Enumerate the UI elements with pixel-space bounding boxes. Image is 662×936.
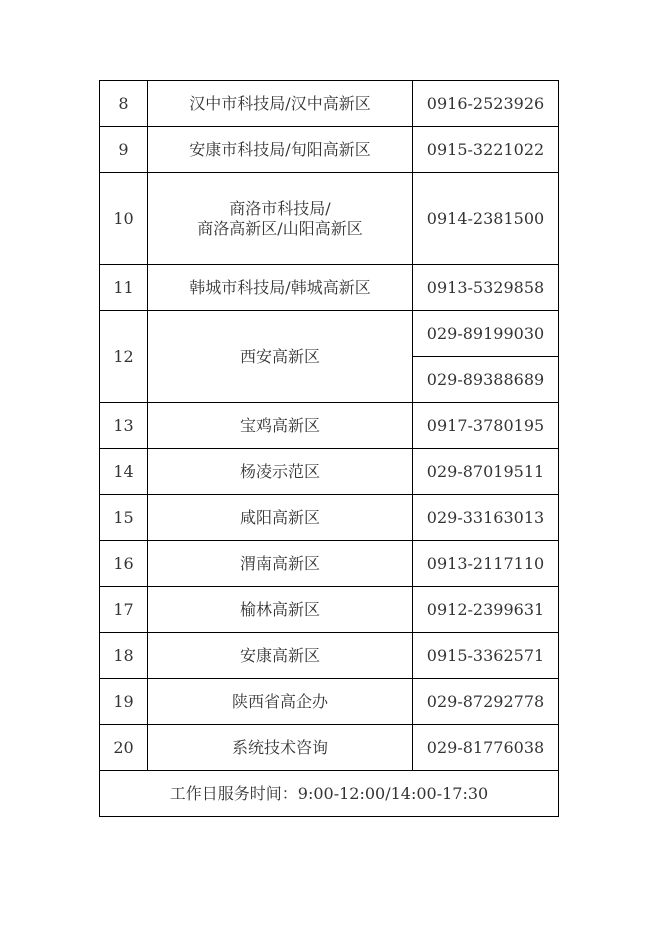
phone-number: 0914-2381500: [413, 173, 559, 265]
phone-number: 029-81776038: [413, 725, 559, 771]
table-row: [100, 449, 559, 495]
phone-number: 029-33163013: [413, 495, 559, 541]
phone-number: 029-87019511: [413, 449, 559, 495]
phone-number: 029-87292778: [413, 679, 559, 725]
phone-number: 0915-3362571: [413, 633, 559, 679]
row-number: 17: [100, 587, 148, 633]
row-number: 10: [100, 173, 148, 265]
service-hours: 工作日服务时间：9:00-12:00/14:00-17:30: [100, 771, 559, 817]
row-number: 20: [100, 725, 148, 771]
row-number: 9: [100, 127, 148, 173]
organization-name: 咸阳高新区: [148, 495, 413, 541]
table-row: [100, 127, 559, 173]
organization-name: 汉中市科技局/汉中高新区: [148, 81, 413, 127]
phone-number: 0916-2523926: [413, 81, 559, 127]
table-row: [100, 541, 559, 587]
organization-name: 系统技术咨询: [148, 725, 413, 771]
table-row: [100, 81, 559, 127]
row-number: 12: [100, 311, 148, 403]
organization-name: 杨凌示范区: [148, 449, 413, 495]
phone-number: 029-89388689: [413, 357, 559, 403]
row-number: 14: [100, 449, 148, 495]
phone-number: 029-89199030: [413, 311, 559, 357]
organization-name: [148, 173, 413, 265]
row-number: 19: [100, 679, 148, 725]
organization-name: 渭南高新区: [148, 541, 413, 587]
phone-number: 0912-2399631: [413, 587, 559, 633]
row-number: 18: [100, 633, 148, 679]
row-number: 15: [100, 495, 148, 541]
table-row: [100, 587, 559, 633]
organization-name-line-1: 商洛市科技局/: [229, 198, 331, 218]
organization-name: 榆林高新区: [148, 587, 413, 633]
phone-number: 0917-3780195: [413, 403, 559, 449]
phone-number: 0913-2117110: [413, 541, 559, 587]
table-footer-row: [100, 771, 559, 817]
row-number: 8: [100, 81, 148, 127]
table-row: [100, 495, 559, 541]
table-row: [100, 403, 559, 449]
phone-number: 0915-3221022: [413, 127, 559, 173]
organization-name: 陕西省高企办: [148, 679, 413, 725]
organization-name: 安康市科技局/旬阳高新区: [148, 127, 413, 173]
organization-name: 安康高新区: [148, 633, 413, 679]
phone-number: 0913-5329858: [413, 265, 559, 311]
row-number: 11: [100, 265, 148, 311]
table-row: [100, 173, 559, 265]
row-number: 13: [100, 403, 148, 449]
table-row: [100, 633, 559, 679]
organization-name: 韩城市科技局/韩城高新区: [148, 265, 413, 311]
table-row: [100, 311, 559, 357]
row-number: 16: [100, 541, 148, 587]
table-row: [100, 679, 559, 725]
organization-name: 宝鸡高新区: [148, 403, 413, 449]
organization-name-line-2: 商洛高新区/山阳高新区: [197, 218, 363, 238]
table-row: [100, 725, 559, 771]
organization-name: 西安高新区: [148, 311, 413, 403]
table-row: [100, 265, 559, 311]
contact-table: [99, 80, 559, 817]
